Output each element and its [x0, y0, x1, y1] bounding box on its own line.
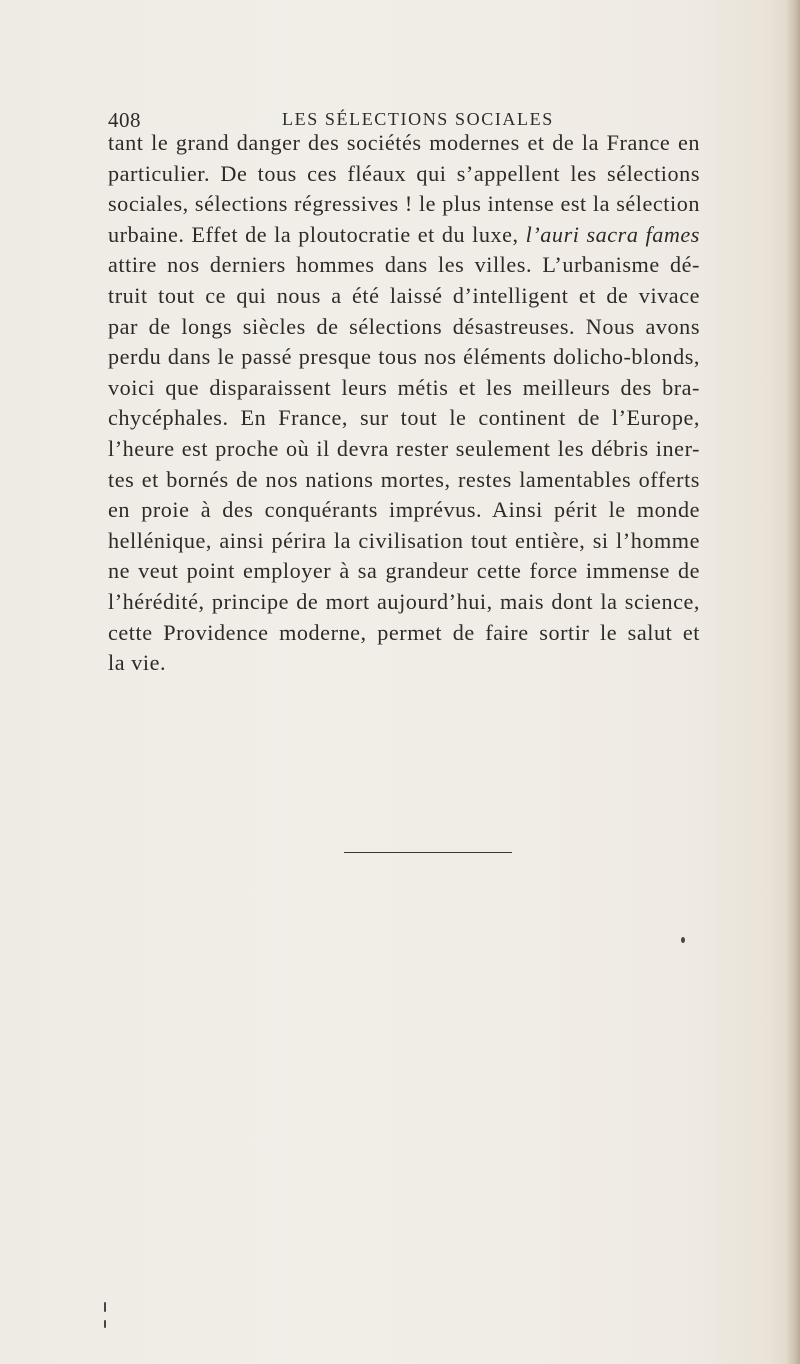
text-line: chycéphales. En France, sur tout le continent de l’Europe, — [108, 405, 700, 431]
page-number: 408 — [108, 108, 141, 132]
text-line: tes et bornés de nos nations mortes, restes lamentables offerts — [108, 466, 700, 492]
text-line: l’heure est proche où il devra rester seulement les débris iner- — [108, 435, 700, 461]
text-line: l’hérédité, principe de mort aujourd’hui, mais dont la science, — [108, 588, 700, 614]
latin-quotation: l’auri sacra fames — [525, 221, 700, 247]
text-segment: urbaine. Effet de la ploutocratie et du luxe, — [108, 221, 526, 247]
page-edge-shadow — [786, 0, 800, 1364]
running-title: LES SÉLECTIONS SOCIALES — [282, 109, 554, 129]
text-line: hellénique, ainsi périra la civilisation tout entière, si l’homme — [108, 527, 700, 553]
text-line: cette Providence moderne, permet de faire sortir le salut et — [108, 619, 700, 645]
text-line: par de longs siècles de sélections désastreuses. Nous avons — [108, 313, 700, 339]
text-line: sociales, sélections régressives ! le plus intense est la sélection — [108, 191, 700, 217]
ink-speck — [104, 1320, 106, 1328]
body-paragraph — [108, 128, 700, 679]
text-line: ne veut point employer à sa grandeur cette force immense de — [108, 558, 700, 584]
text-line-last: la vie. — [108, 650, 167, 676]
text-line: truit tout ce qui nous a été laissé d’intelligent et de vivace — [108, 282, 700, 308]
ink-speck — [681, 937, 685, 943]
text-line: en proie à des conquérants imprévus. Ainsi périt le monde — [108, 497, 700, 523]
section-end-rule — [344, 852, 512, 853]
ink-speck — [104, 1302, 106, 1312]
text-line: voici que disparaissent leurs métis et les meilleurs des bra- — [108, 374, 700, 400]
text-line: perdu dans le passé presque tous nos éléments dolicho-blonds, — [108, 344, 700, 370]
text-line: attire nos derniers hommes dans les villes. L’urbanisme dé- — [108, 252, 700, 278]
text-line: tant le grand danger des sociétés modernes et de la France en — [108, 130, 700, 155]
text-line: particulier. De tous ces fléaux qui s’appellent les sélections — [108, 160, 700, 186]
text-line — [108, 220, 700, 251]
